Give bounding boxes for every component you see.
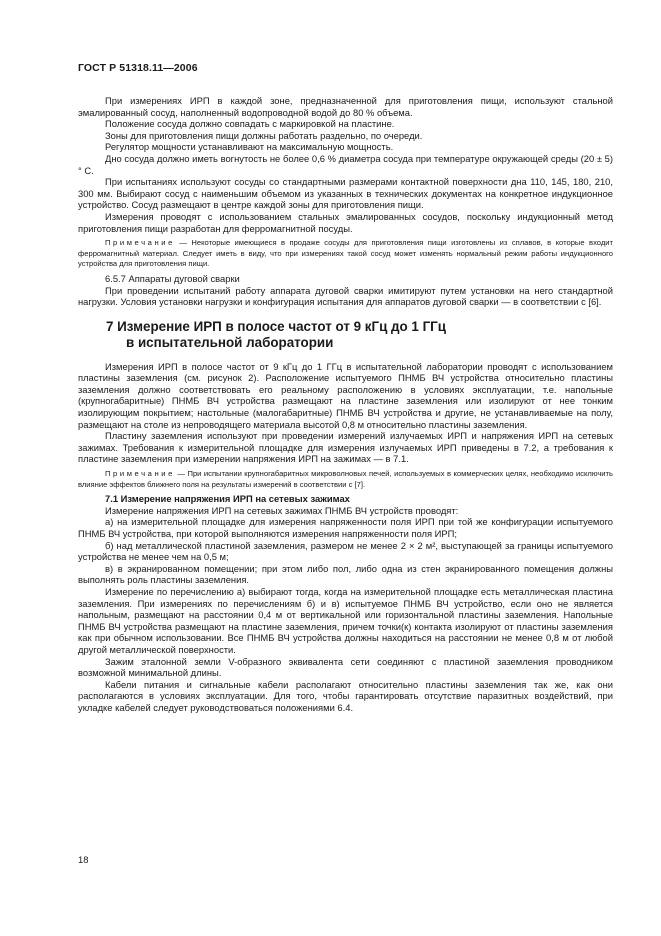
subsection-6-5-7-title: 6.5.7 Аппараты дуговой сварки [105,272,240,284]
paragraph: При проведении испытаний работу аппарата дуговой сварки имитируют путем установки на него стандартной нагрузки. Условия установки нагрузки и конфигурация испытания для аппаратов дуговой сварки — в соответствии с [6]. [78,284,613,308]
list-item: а) на измерительной площадке для измерения напряженности поля ИРП при той же конфигурации испытуемого ПНМБ ВЧ устройства, при которой выполняются измерения напряженности поля ИРП; [78,516,613,539]
paragraph: При измерениях ИРП в каждой зоне, предназначенной для приготовления пищи, используют стальной эмалированный сосуд, наполненный водопроводной водой до 80 % объема. [78,95,613,118]
document-body [78,95,613,714]
note-1 [78,238,613,270]
paragraph: Измерение по перечислению а) выбирают тогда, когда на измерительной площадке есть металлическая пластина заземления. При измерениях по перечислениям б) и в) испытуемое ПНМБ ВЧ устройство, если оно не является напольным, размещают на расстоянии 0,4 м от вертикальной или горизонтальной пластины заземления. Напольные ПНМБ ВЧ устройства размещают на пластине заземления, причем точки(к) контакта изолируют от пластины заземления как при обычном использовании. Все ПНМБ ВЧ устройства должны находиться на расстоянии не менее 0,8 м от любой другой металлической поверхности. [78,585,613,655]
section-7-heading [78,319,613,352]
paragraph: Дно сосуда должно иметь вогнутость не более 0,6 % диаметра сосуда при температуре окружающей среды (20 ± 5) ° C. [78,152,613,176]
standard-header: ГОСТ Р 51318.11—2006 [78,62,198,74]
note-text: — Некоторые имеющиеся в продаже сосуды для приготовления пищи изготовлены из сплавов, в которые входит ферромагнитный материал. Следует иметь в виду, что при измерениях такой сосуд может изменять нормальный режим работы индукционного устройства для приготовления пищи. [78,238,613,269]
paragraph: При испытаниях используют сосуды со стандартными размерами контактной поверхности дна 110, 145, 180, 210, 300 мм. Выбирают сосуд с наименьшим объемом из указанных в технических документах на конкретное индукционное устройство. Сосуд размещают в центре каждой зоны для приготовления пищи. [78,176,613,211]
section-7-heading-line2: в испытательной лаборатории [126,335,334,351]
paragraph: Зажим эталонной земли V-образного эквивалента сети соединяют с пластиной заземления проводником возможной минимальной длины. [78,655,613,679]
note-text: — При испытании крупногабаритных микроволновых печей, используемых в коммерческих целях, необходимо исключить влияние эффектов ближнего поля на результаты измерений в соответствии с [7]. [78,469,613,489]
paragraph: Измерения ИРП в полосе частот от 9 кГц до 1 ГГц в испытательной лаборатории проводят с использованием пластины заземления (см. рисунок 2). Расположение испытуемого ПНМБ ВЧ устройства относительно пластины заземления должно соответствовать его реальному расположению в условиях эксплуатации, т.е. напольные (крупногабаритные) ПНМБ ВЧ устройства размещают на пластине заземления или изолируют от нее тонким изолирующим покрытием; настольные (малогабаритные) ПНМБ ВЧ устройства и другие, не устанавливаемые на полу, размещают на столе из непроводящего материала высотой 0,8 м относительно пластины заземления. [78,360,613,430]
note-label: Примечание [105,469,175,479]
page-number: 18 [78,854,89,865]
note-2 [78,469,613,490]
list-item: б) над металлической пластиной заземления, размером не менее 2 × 2 м², выступающей за границы испытуемого устройства не менее чем на 0,5 м; [78,539,613,563]
section-7-heading-line1: 7 Измерение ИРП в полосе частот от 9 кГц до 1 ГГц [106,318,447,334]
paragraph: Измерение напряжения ИРП на сетевых зажимах ПНМБ ВЧ устройств проводят: [105,504,459,516]
paragraph: Пластину заземления используют при проведении измерений излучаемых ИРП и напряжения ИРП на сетевых зажимах. Требования к измерительной площадке для измерения излучаемых ИРП приведены в 7.2, а требования к пластине заземления при измерении напряжения ИРП на зажимах — в 7.1. [78,430,613,465]
paragraph: Положение сосуда должно совпадать с маркировкой на пластине. [105,118,395,130]
note-label: Примечание [105,238,175,248]
paragraph: Регулятор мощности устанавливают на максимальную мощность. [105,141,394,153]
list-item: в) в экранированном помещении; при этом либо пол, либо одна из стен экранированного помещения должны выполнять роль пластины заземления. [78,562,613,586]
paragraph: Кабели питания и сигнальные кабели располагают относительно пластины заземления так же, как они располагаются в условиях эксплуатации. Для того, чтобы гарантировать отсутствие паразитных воздействий, при укладке кабелей следует руководствоваться положениями 6.4. [78,678,613,713]
subsection-7-1-title: 7.1 Измерение напряжения ИРП на сетевых зажимах [105,493,350,505]
paragraph: Измерения проводят с использованием стальных эмалированных сосудов, поскольку индукционный метод приготовления пищи разработан для ферромагнитной посуды. [78,210,613,234]
paragraph: Зоны для приготовления пищи должны работать раздельно, по очереди. [105,129,423,141]
